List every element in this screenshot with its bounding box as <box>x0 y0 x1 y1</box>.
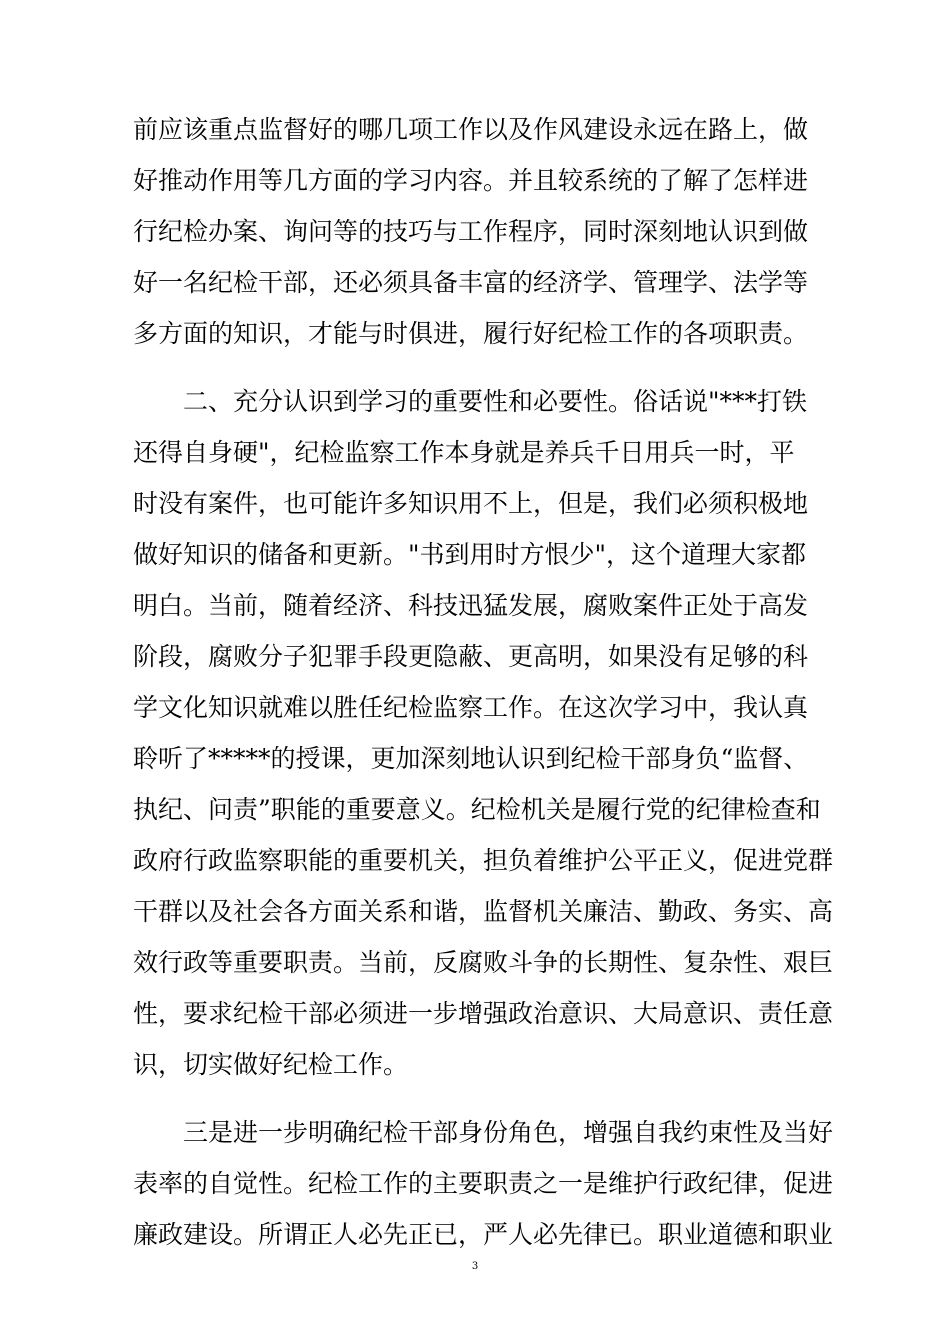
text-line: 干群以及社会各方面关系和谐，监督机关廉洁、勤政、务实、高 <box>133 897 833 926</box>
text-line: 行纪检办案、询问等的技巧与工作程序，同时深刻地认识到做 <box>133 217 809 246</box>
text-line: 二、充分认识到学习的重要性和必要性。俗话说"***打铁 <box>133 387 808 416</box>
text-line: 三是进一步明确纪检干部身份角色，增强自我约束性及当好 <box>133 1118 833 1147</box>
text-line: 时没有案件，也可能许多知识用不上，但是，我们必须积极地 <box>133 489 809 518</box>
text-line: 政府行政监察职能的重要机关，担负着维护公平正义，促进党群 <box>133 846 833 875</box>
text-line: 阶段，腐败分子犯罪手段更隐蔽、更高明，如果没有足够的科 <box>133 642 809 671</box>
text-line: 效行政等重要职责。当前，反腐败斗争的长期性、复杂性、艰巨 <box>133 948 833 977</box>
text-line: 明白。当前，随着经济、科技迅猛发展，腐败案件正处于高发 <box>133 591 809 620</box>
paragraph-gap <box>133 1090 833 1107</box>
page-number: 3 <box>471 1261 479 1272</box>
document-body <box>133 104 833 1260</box>
text-line: 做好知识的储备和更新。"书到用时方恨少"，这个道理大家都 <box>133 540 807 569</box>
text-line: 好推动作用等几方面的学习内容。并且较系统的了解了怎样进 <box>133 166 809 195</box>
text-line: 还得自身硬"，纪检监察工作本身就是养兵千日用兵一时，平 <box>133 438 795 467</box>
text-line: 表率的自觉性。纪检工作的主要职责之一是维护行政纪律，促进 <box>133 1169 833 1198</box>
text-line: 前应该重点监督好的哪几项工作以及作风建设永远在路上，做 <box>133 115 809 144</box>
paragraph-2 <box>133 376 833 1090</box>
paragraph-3 <box>133 1107 833 1260</box>
text-line: 聆听了*****的授课，更加深刻地认识到纪检干部身负“监督、 <box>133 744 809 773</box>
text-line: 性，要求纪检干部必须进一步增强政治意识、大局意识、责任意 <box>133 999 833 1028</box>
paragraph-gap <box>133 359 833 376</box>
text-line: 廉政建设。所谓正人必先正已，严人必先律已。职业道德和职业 <box>133 1220 833 1249</box>
text-line: 识，切实做好纪检工作。 <box>133 1050 409 1079</box>
paragraph-1 <box>133 104 833 359</box>
text-line: 多方面的知识，才能与时俱进，履行好纪检工作的各项职责。 <box>133 319 809 348</box>
text-line: 好一名纪检干部，还必须具备丰富的经济学、管理学、法学等 <box>133 268 809 297</box>
text-line: 学文化知识就难以胜任纪检监察工作。在这次学习中，我认真 <box>133 693 809 722</box>
text-line: 执纪、问责”职能的重要意义。纪检机关是履行党的纪律检查和 <box>133 795 821 824</box>
